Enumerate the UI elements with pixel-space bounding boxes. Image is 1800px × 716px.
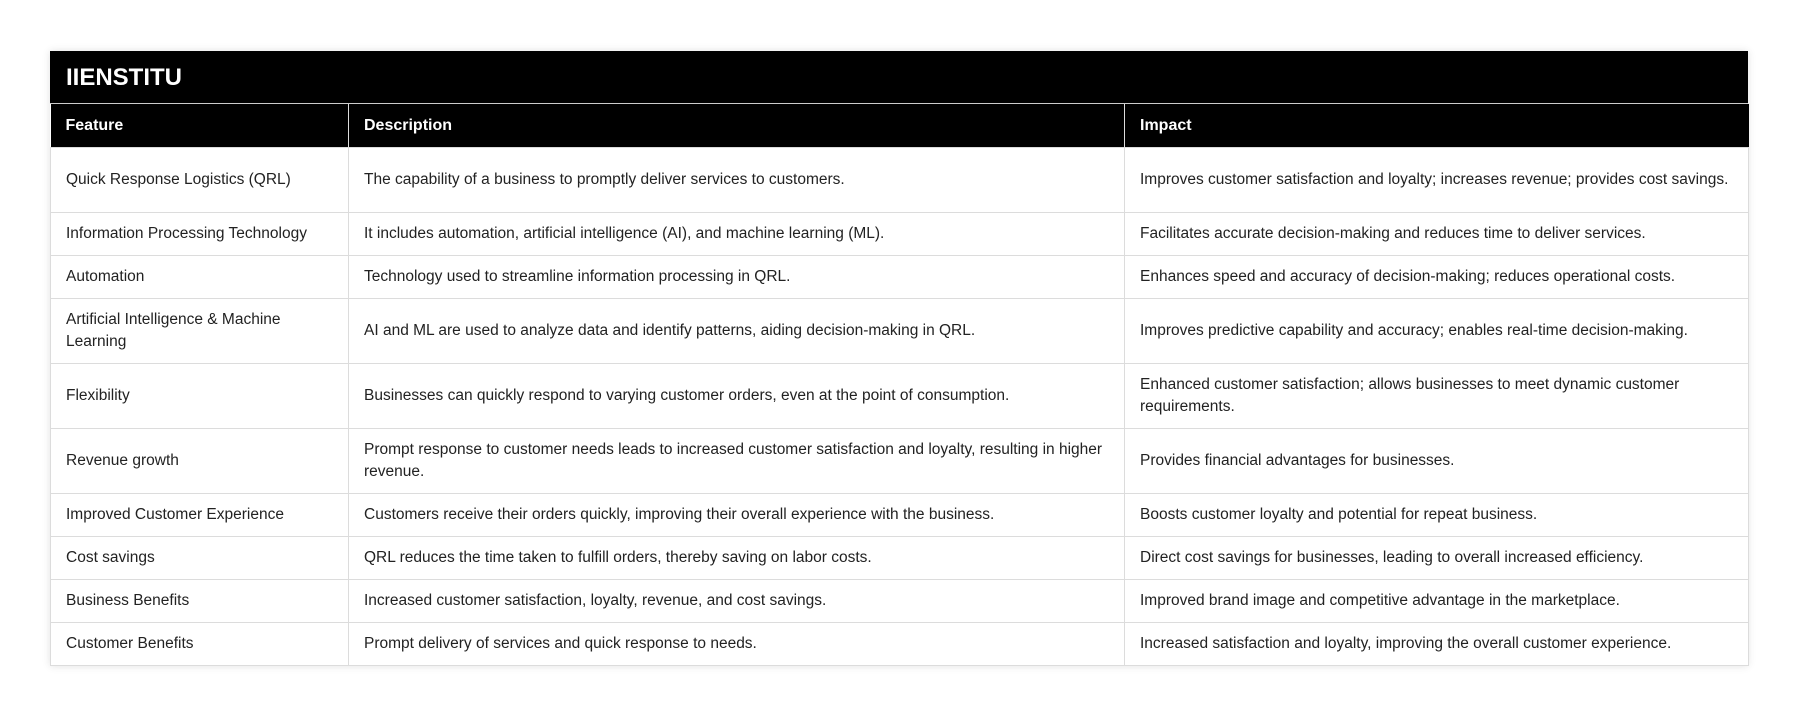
table-row (51, 429, 1749, 494)
cell-description: The capability of a business to promptly deliver services to customers. (349, 148, 1125, 213)
cell-impact: Boosts customer loyalty and potential for repeat business. (1125, 494, 1749, 537)
column-header-description: Description (349, 104, 1125, 148)
table-row (51, 213, 1749, 256)
cell-description: Businesses can quickly respond to varying customer orders, even at the point of consumption. (349, 364, 1125, 429)
column-header-feature: Feature (51, 104, 349, 148)
cell-feature: Cost savings (51, 537, 349, 580)
table-row (51, 256, 1749, 299)
cell-impact: Provides financial advantages for businesses. (1125, 429, 1749, 494)
cell-feature: Automation (51, 256, 349, 299)
cell-description: Prompt delivery of services and quick response to needs. (349, 623, 1125, 666)
table-row (51, 494, 1749, 537)
column-header-impact: Impact (1125, 104, 1749, 148)
cell-feature: Information Processing Technology (51, 213, 349, 256)
table-row (51, 364, 1749, 429)
cell-feature: Customer Benefits (51, 623, 349, 666)
cell-feature: Revenue growth (51, 429, 349, 494)
cell-feature: Improved Customer Experience (51, 494, 349, 537)
table-row (51, 299, 1749, 364)
table-row (51, 537, 1749, 580)
cell-description: Customers receive their orders quickly, improving their overall experience with the business. (349, 494, 1125, 537)
cell-impact: Improves predictive capability and accuracy; enables real-time decision-making. (1125, 299, 1749, 364)
cell-feature: Artificial Intelligence & Machine Learning (51, 299, 349, 364)
cell-description: Technology used to streamline information processing in QRL. (349, 256, 1125, 299)
header-row (51, 104, 1749, 148)
features-table (50, 104, 1749, 666)
cell-feature: Flexibility (51, 364, 349, 429)
cell-feature: Business Benefits (51, 580, 349, 623)
table-row (51, 580, 1749, 623)
features-table-container (50, 51, 1748, 666)
cell-impact: Enhanced customer satisfaction; allows businesses to meet dynamic customer requirements. (1125, 364, 1749, 429)
table-title: IIENSTITU (50, 51, 1748, 104)
table-row (51, 623, 1749, 666)
cell-impact: Increased satisfaction and loyalty, improving the overall customer experience. (1125, 623, 1749, 666)
cell-description: AI and ML are used to analyze data and identify patterns, aiding decision-making in QRL. (349, 299, 1125, 364)
cell-description: QRL reduces the time taken to fulfill orders, thereby saving on labor costs. (349, 537, 1125, 580)
cell-impact: Improves customer satisfaction and loyalty; increases revenue; provides cost savings. (1125, 148, 1749, 213)
cell-impact: Enhances speed and accuracy of decision-making; reduces operational costs. (1125, 256, 1749, 299)
table-row (51, 148, 1749, 213)
cell-impact: Improved brand image and competitive advantage in the marketplace. (1125, 580, 1749, 623)
cell-description: Increased customer satisfaction, loyalty, revenue, and cost savings. (349, 580, 1125, 623)
cell-description: Prompt response to customer needs leads to increased customer satisfaction and loyalty, resulting in higher revenue. (349, 429, 1125, 494)
cell-feature: Quick Response Logistics (QRL) (51, 148, 349, 213)
cell-impact: Facilitates accurate decision-making and reduces time to deliver services. (1125, 213, 1749, 256)
cell-description: It includes automation, artificial intelligence (AI), and machine learning (ML). (349, 213, 1125, 256)
cell-impact: Direct cost savings for businesses, leading to overall increased efficiency. (1125, 537, 1749, 580)
